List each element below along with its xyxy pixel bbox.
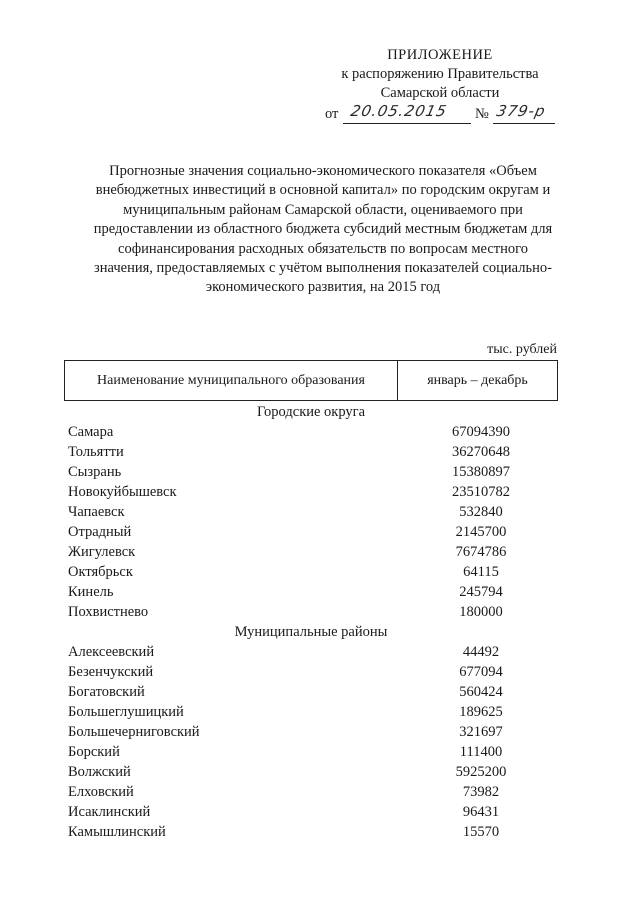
date-prefix: от	[325, 106, 339, 122]
investment-value: 5925200	[455, 764, 507, 780]
municipality-name: Сызрань	[68, 464, 122, 480]
heading-line: муниципальным районам Самарской области, оцениваемого при	[123, 201, 523, 218]
municipality-name: Большеглушицкий	[68, 704, 184, 720]
table-row	[64, 482, 558, 502]
investment-value: 2145700	[455, 524, 507, 540]
investment-value: 180000	[459, 604, 503, 620]
investment-value: 15380897	[452, 464, 510, 480]
table-body	[64, 402, 558, 842]
number-handwritten: 379-р	[495, 102, 548, 120]
table-row	[64, 602, 558, 622]
investment-value: 44492	[462, 644, 500, 660]
heading-line: значения, предоставляемых с учётом выполнения показателей социально-	[94, 260, 552, 277]
section-title: Городские округа	[256, 404, 366, 420]
investment-value: 189625	[459, 704, 503, 720]
table-row	[64, 782, 558, 802]
table-row	[64, 762, 558, 782]
municipality-name: Богатовский	[68, 684, 145, 700]
date-handwritten: 20.05.2015	[349, 102, 449, 120]
municipality-name: Безенчукский	[68, 664, 154, 680]
table-row	[64, 682, 558, 702]
table-row	[64, 582, 558, 602]
investment-value: 245794	[459, 584, 503, 600]
municipality-name: Октябрьск	[68, 564, 133, 580]
investment-value: 532840	[459, 504, 503, 520]
table-row	[64, 662, 558, 682]
units-label: тыс. рублей	[487, 342, 557, 357]
municipality-name: Жигулевск	[68, 544, 136, 560]
table-row	[64, 442, 558, 462]
investment-value: 677094	[459, 664, 503, 680]
heading-line: предоставлении из областного бюджета субсидий местным бюджетам для	[93, 221, 553, 238]
table-row	[64, 542, 558, 562]
section-title: Муниципальные районы	[234, 624, 388, 640]
heading-line: экономического развития, на 2015 год	[205, 279, 441, 296]
heading-line: внебюджетных инвестиций в основной капитал» по городским округам и	[95, 182, 551, 199]
table-row	[64, 802, 558, 822]
table-row	[64, 422, 558, 442]
investment-value: 321697	[459, 724, 503, 740]
table-row	[64, 822, 558, 842]
number-underline	[493, 123, 555, 124]
heading-line: софинансирования расходных обязательств по вопросам местного	[118, 240, 528, 257]
date-underline	[343, 123, 471, 124]
municipality-name: Похвистнево	[68, 604, 149, 620]
appendix-title: ПРИЛОЖЕНИЕ	[387, 47, 493, 63]
document-heading	[78, 162, 568, 298]
table-row	[64, 562, 558, 582]
table-row	[64, 502, 558, 522]
table-header	[64, 360, 558, 401]
municipality-name: Волжский	[68, 764, 131, 780]
number-prefix: №	[475, 106, 489, 122]
table-row	[64, 722, 558, 742]
investment-value: 73982	[462, 784, 500, 800]
column-header-name: Наименование муниципального образования	[65, 361, 398, 400]
column-header-period: январь – декабрь	[427, 372, 528, 388]
municipality-name: Новокуйбышевск	[68, 484, 177, 500]
appendix-line-3: Самарской области	[380, 85, 500, 101]
investment-value: 15570	[462, 824, 500, 840]
investment-value: 67094390	[452, 424, 510, 440]
investment-value: 64115	[463, 564, 499, 580]
investment-value: 560424	[459, 684, 503, 700]
municipality-name: Алексеевский	[68, 644, 155, 660]
table-row	[64, 702, 558, 722]
municipality-name: Камышлинский	[68, 824, 166, 840]
table-row	[64, 742, 558, 762]
municipality-name: Отрадный	[68, 524, 132, 540]
investment-value: 96431	[462, 804, 500, 820]
table-row	[64, 642, 558, 662]
municipality-name: Исаклинский	[68, 804, 151, 820]
decree-date-number	[325, 104, 565, 126]
municipality-name: Самара	[68, 424, 114, 440]
municipality-name: Тольятти	[68, 444, 124, 460]
municipality-name: Большечерниговский	[68, 724, 200, 740]
municipality-name: Чапаевск	[68, 504, 125, 520]
heading-line: Прогнозные значения социально-экономического показателя «Объем	[109, 163, 537, 179]
municipality-name: Кинель	[68, 584, 114, 600]
municipality-name: Борский	[68, 744, 120, 760]
investment-value: 23510782	[452, 484, 510, 500]
appendix-line-2: к распоряжению Правительства	[341, 66, 539, 82]
investment-value: 7674786	[455, 544, 507, 560]
investment-value: 111400	[459, 744, 503, 760]
appendix-block	[300, 46, 580, 103]
investment-value: 36270648	[452, 444, 510, 460]
municipality-name: Елховский	[68, 784, 134, 800]
table-row	[64, 522, 558, 542]
table-row	[64, 462, 558, 482]
